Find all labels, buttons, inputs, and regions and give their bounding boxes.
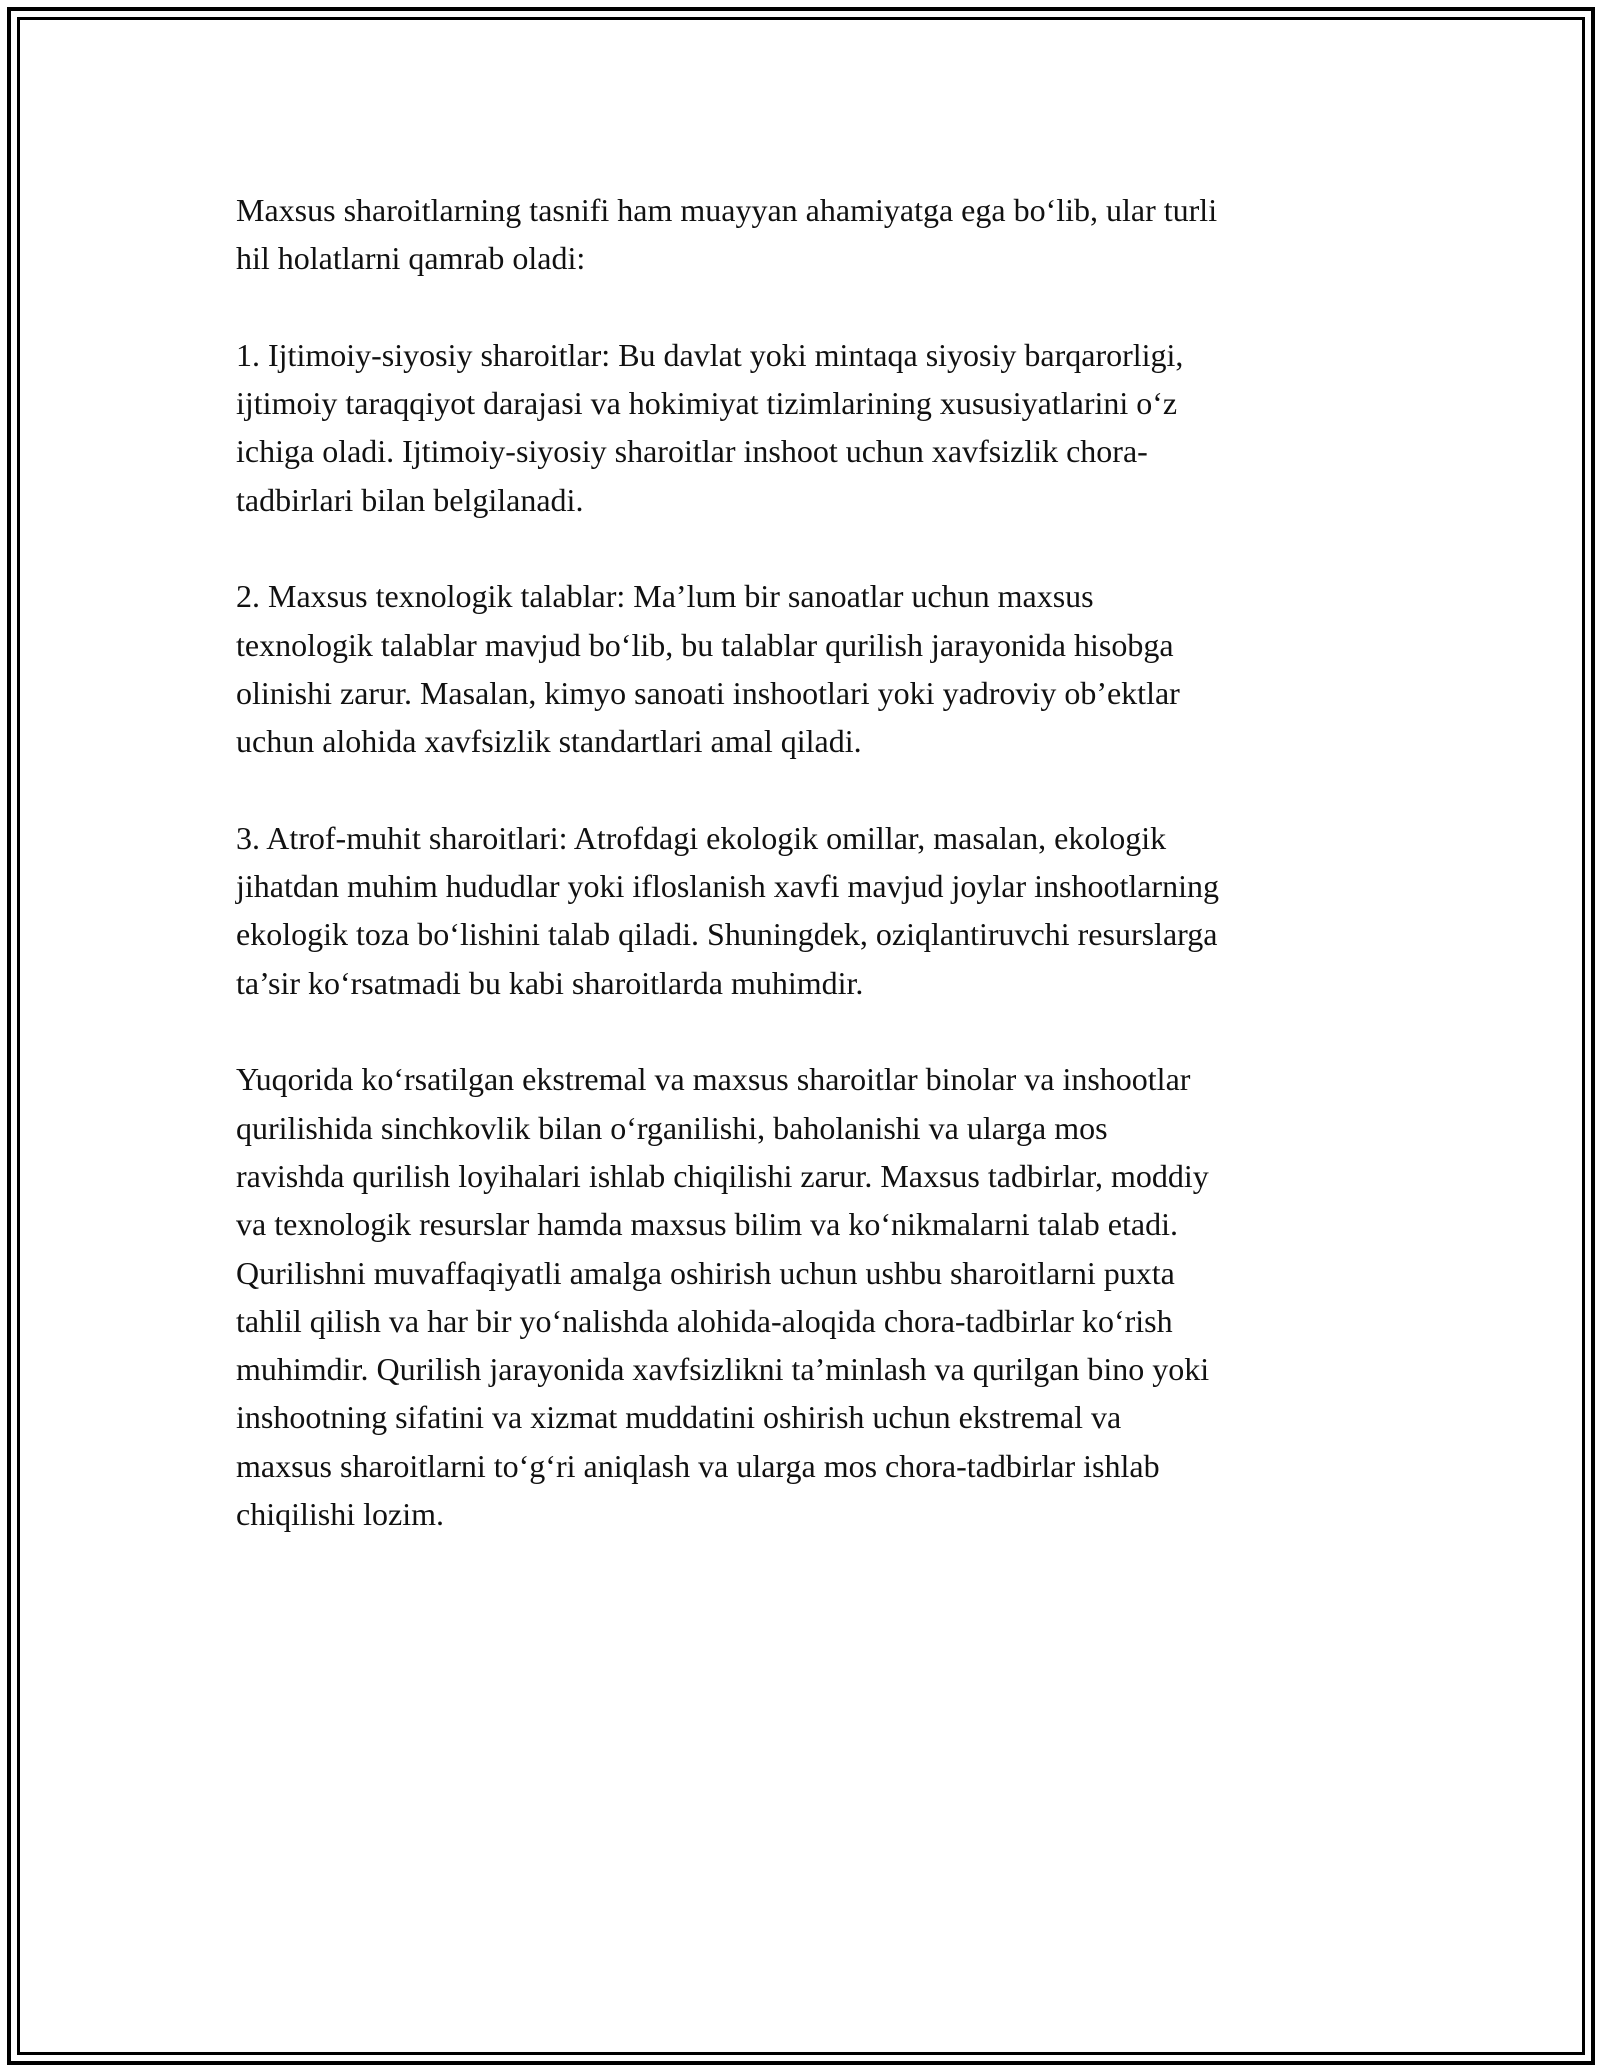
list-item-environmental-conditions: 3. Atrof-muhit sharoitlari: Atrofdagi ekologik omillar, masalan, ekologik jihatdan muhim hududlar yoki ifloslanish xavfi mavjud joylar inshootlarning ekologik toza bo‘lishini talab qiladi. Shuningdek, oziqlantiruvchi resurslarga ta’sir ko‘rsatmadi bu kabi sharoitlarda muhimdir. xyxy=(236,819,1219,1001)
conclusion-paragraph: Yuqorida ko‘rsatilgan ekstremal va maxsus sharoitlar binolar va inshootlar qurilishida sinchkovlik bilan o‘rganilishi, baholanishi va ularga mos ravishda qurilish loyihalari ishlab chiqilishi zarur. Maxsus tadbirlar, moddiy va texnologik resurslar hamda maxsus bilim va ko‘nikmalarni talab etadi. Qurilishni muvaffaqiyatli amalga oshirish uchun ushbu sharoitlarni puxta tahlil qilish va har bir yo‘nalishda alohida-aloqida chora-tadbirlar ko‘rish muhimdir. Qurilish jarayonida xavfsizlikni ta’minlash va qurilgan bino yoki inshootning sifatini va xizmat muddatini oshirish uchun ekstremal va maxsus sharoitlarni to‘g‘ri aniqlash va ularga mos chora-tadbirlar ishlab chiqilishi lozim. xyxy=(236,1061,1210,1533)
list-item-technological-requirements: 2. Maxsus texnologik talablar: Ma’lum bir sanoatlar uchun maxsus texnologik talablar mavjud bo‘lib, bu talablar qurilish jarayonida hisobga olinishi zarur. Masalan, kimyo sanoati inshootlari yoki yadroviy ob’ektlar uchun alohida xavfsizlik standartlari amal qiladi. xyxy=(236,578,1180,760)
list-item-social-political: 1. Ijtimoiy-siyosiy sharoitlar: Bu davlat yoki mintaqa siyosiy barqarorligi, ijtimoiy taraqqiyot darajasi va hokimiyat tizimlarining xususiyatlarini o‘z ichiga oladi. Ijtimoiy-siyosiy sharoitlar inshoot uchun xavfsizlik chora- tadbirlari bilan belgilanadi. xyxy=(236,336,1184,518)
intro-paragraph: Maxsus sharoitlarning tasnifi ham muayyan ahamiyatga ega bo‘lib, ular turli hil holatlarni qamrab oladi: xyxy=(236,192,1218,277)
document-body xyxy=(236,186,1376,1587)
